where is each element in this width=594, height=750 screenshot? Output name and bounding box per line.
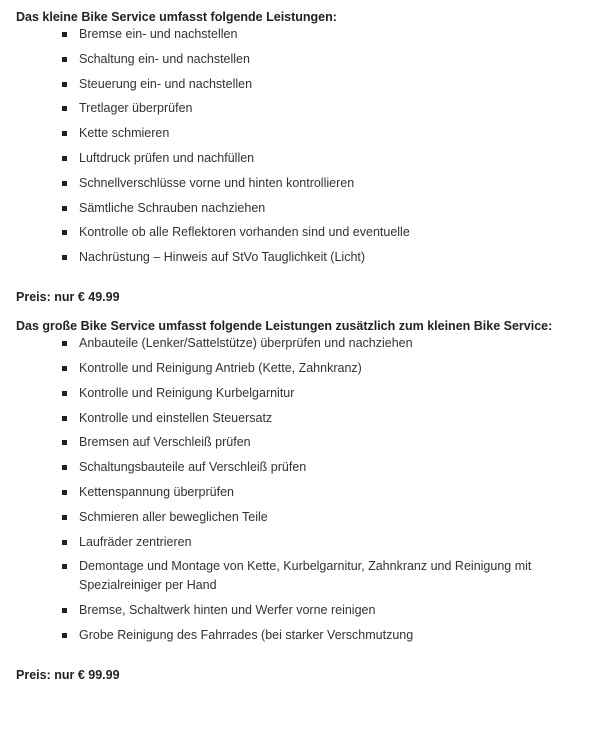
list-item-label: Luftdruck prüfen und nachfüllen (79, 150, 255, 165)
list-item (62, 557, 584, 595)
list-item (62, 99, 584, 118)
list-item (62, 248, 584, 267)
list-item (62, 483, 584, 502)
list-item-label: Sämtliche Schrauben nachziehen (79, 200, 266, 215)
list-item (62, 174, 584, 193)
list-item-label: Tretlager überprüfen (79, 101, 193, 116)
square-bullet-icon (62, 391, 67, 396)
list-item-label: Kontrolle und Reinigung Antrieb (Kette, Zahnkranz) (79, 360, 362, 375)
list-item (62, 508, 584, 527)
list-item-label: Bremse ein- und nachstellen (79, 27, 238, 41)
list-item-label: Kette schmieren (79, 126, 170, 141)
list-item-label: Schaltung ein- und nachstellen (79, 51, 250, 66)
list-item-label: Schaltungsbauteile auf Verschleiß prüfen (79, 460, 307, 475)
list-item (62, 601, 584, 620)
big-service-price: Preis: nur € 99.99 (16, 667, 120, 682)
list-item-label: Steuerung ein- und nachstellen (79, 76, 253, 91)
list-item (62, 533, 584, 552)
list-item-label: Kettenspannung überprüfen (79, 484, 234, 499)
list-item-label: Anbauteile (Lenker/Sattelstütze) überprüfen und nachziehen (79, 336, 413, 351)
big-service-list (16, 334, 584, 645)
square-bullet-icon (62, 82, 67, 87)
square-bullet-icon (62, 608, 67, 613)
list-item (62, 334, 584, 353)
list-item-label: Schnellverschlüsse vorne und hinten kontrollieren (79, 175, 355, 190)
square-bullet-icon (62, 57, 67, 62)
small-service-price: Preis: nur € 49.99 (16, 290, 120, 305)
list-item-label: Kontrolle ob alle Reflektoren vorhanden sind und eventuelle (79, 225, 410, 240)
list-item (62, 124, 584, 143)
list-item-label: Laufräder zentrieren (79, 534, 192, 549)
list-item (62, 433, 584, 452)
small-service-heading: Das kleine Bike Service umfasst folgende Leistungen: (16, 10, 337, 24)
list-item-label: Bremsen auf Verschleiß prüfen (79, 435, 251, 450)
square-bullet-icon (62, 490, 67, 495)
square-bullet-icon (62, 181, 67, 186)
square-bullet-icon (62, 366, 67, 371)
square-bullet-icon (62, 32, 67, 37)
list-item (62, 223, 584, 242)
list-item (62, 50, 584, 69)
small-service-list (16, 25, 584, 267)
list-item-label: Nachrüstung – Hinweis auf StVo Tauglichkeit (Licht) (79, 250, 366, 265)
list-item (62, 384, 584, 403)
square-bullet-icon (62, 633, 67, 638)
square-bullet-icon (62, 440, 67, 445)
square-bullet-icon (62, 206, 67, 211)
big-service-heading: Das große Bike Service umfasst folgende Leistungen zusätzlich zum kleinen Bike Service: (16, 319, 553, 334)
list-item-label: Bremse, Schaltwerk hinten und Werfer vorne reinigen (79, 603, 376, 618)
square-bullet-icon (62, 230, 67, 235)
square-bullet-icon (62, 255, 67, 260)
list-item (62, 75, 584, 94)
list-item (62, 149, 584, 168)
list-item-label: Grobe Reinigung des Fahrrades (bei starker Verschmutzung (79, 627, 414, 642)
list-item-label: Kontrolle und einstellen Steuersatz (79, 410, 273, 425)
list-item-label: Schmieren aller beweglichen Teile (79, 509, 268, 524)
square-bullet-icon (62, 465, 67, 470)
list-item-label: Demontage und Montage von Kette, Kurbelgarnitur, Zahnkranz und Reinigung mit Spezialreiniger per Hand (79, 559, 532, 593)
square-bullet-icon (62, 156, 67, 161)
square-bullet-icon (62, 341, 67, 346)
list-item (62, 199, 584, 218)
list-item (62, 409, 584, 428)
square-bullet-icon (62, 106, 67, 111)
list-item (62, 359, 584, 378)
list-item-label: Kontrolle und Reinigung Kurbelgarnitur (79, 385, 295, 400)
square-bullet-icon (62, 416, 67, 421)
list-item (62, 25, 584, 44)
square-bullet-icon (62, 131, 67, 136)
list-item (62, 626, 584, 645)
square-bullet-icon (62, 540, 67, 545)
list-item (62, 458, 584, 477)
square-bullet-icon (62, 564, 67, 569)
square-bullet-icon (62, 515, 67, 520)
